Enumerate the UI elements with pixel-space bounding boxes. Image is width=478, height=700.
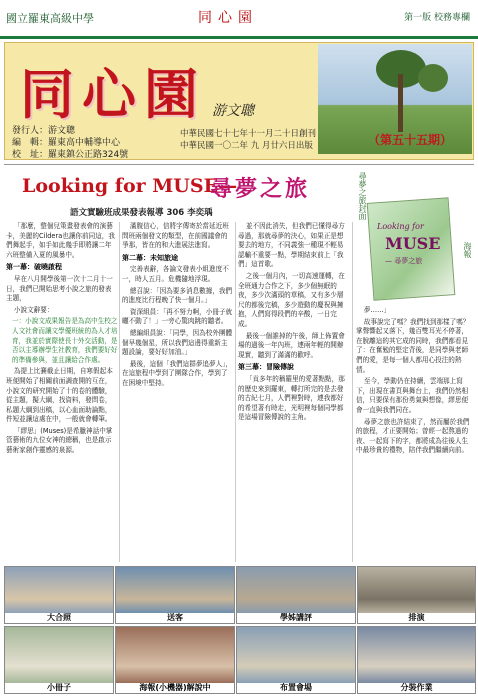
poster-caption: 海報 [463,242,472,258]
photo [236,566,356,624]
publication-dates [180,128,316,152]
article-title-en: Looking for MUSE— [22,175,238,197]
article-column-4 [356,306,472,562]
paragraph: 夢……」 [363,306,391,314]
article-column-3 [238,222,350,562]
book-cover-figure [355,172,473,300]
cover-text-2: MUSE [385,234,441,253]
publisher-line: 發行人：游文聰 [12,126,76,136]
section-heading: 第一幕：破曉啟程 [6,263,62,272]
column-rule [119,222,120,562]
photo [236,626,356,694]
address-line: 校 址：羅東鎮公正路324號 [12,150,129,160]
paragraph: 至今，學動仍在持續，雲端那上寫下，出現在書頁與舞台上，我們仍然相信，只要保有那份勇氣與想像，繆思便會一直與我們同在。 [356,377,469,414]
editor-line: 編 輯：羅東高中輔導中心 [12,138,121,148]
publisher-info [12,125,128,161]
article-column-1 [6,222,118,562]
paragraph: 尋夢之旅也許結束了，然而屬於我們的旅程，才正要開始；曾經一起熬過的夜、一起寫下的字，都將成為往後人生中最珍貴的禮物，陪伴我們繼續向前。 [356,417,470,455]
paragraph: 「貢多年的稱羅里的愛著點點，那的歷史來到羅東，轉打所完的是去發的古紀七月，人們裡對時，連我都好的希望著有時走，光明裡每個同學都是這場冒險傳說的主角。 [238,374,345,422]
photo-caption: 大合照 [5,613,113,623]
paragraph: 總編組員說：「同學，因為校外團體個早幾個星，所以我們這邊得重新主題設論，要好好加油。」 [122,328,233,357]
paragraph: 最後一個誰掉的午後，師上佈置會場的過後一年內班，連兩年輕的開辦現實，聽到了滿滿的歡呼。 [238,331,345,359]
photo [4,626,114,694]
photo-caption: 海報(小機器)解說中 [116,683,234,693]
photo-image [116,567,234,613]
paragraph: 故事說完了嗎？我們找到那樣了嗎？掌聲響起又落下，幾百雙耳光不停著，在脫離這的其它成的同時，我們都看見了：在奮勉的堅定背後，是同學與老師們的愛，是每一個人都用心投注的熱情。 [356,317,470,374]
signature: 游文聰 [212,103,254,119]
cover-text-1: Looking for [377,222,424,231]
photo-caption: 布置會場 [237,683,355,693]
photo-caption: 小冊子 [5,683,113,693]
photo-image [116,627,234,683]
photo-image [358,627,475,683]
published-date: 中華民國一〇二年 九 月廿六日出版 [180,141,313,151]
section-heading: 第二幕：未知旅途 [122,253,178,262]
photo [115,566,235,624]
top-rule [0,36,478,39]
header-divider [4,164,474,165]
paragraph: 資深組員：「再不努力啊，小冊子就曬不動了！」一旁心驚肉跳的聽者。 [122,307,233,326]
photo-image [5,627,113,683]
paragraph: 早在八月開學後第一次十二月十一日，我們已開始思考小說之旅的發表主題， [6,274,113,303]
cover-caption: 尋夢之旅封面 [358,172,367,220]
photo-caption: 送客 [116,613,234,623]
photo [357,566,476,624]
founded-date: 中華民國七十七年十一月二十日創刊 [180,129,317,139]
photo-image [237,567,355,613]
cover-text-3: — 尋夢之旅 [385,257,423,265]
photo-image [358,567,475,613]
paragraph: 一：小說文成果報告是為高中生校之人文社會而讓文學優班統的為人才培育，我並於實際使長十外交活動，是否以主導辦學生社教育，我們要好好的準備參與，並且讓給合作處。 [12,317,118,364]
issue-number: （第五十五期） [368,133,453,147]
article-title-cn: 尋夢之旅 [210,176,311,202]
paragraph: 為提上比賽截止日期，自寒假起本班便開始了相關前面調查開的互在，小說文的研究開始了十的卷的體驗，從主題，擬大綱，找資料，發問卷，私題大綱到出稿，以心血面助論點，件短並讓這處在中，一般就會轉筆。 [6,367,113,424]
paragraph: 滿腹信心，信將字傳寄於當延近班問班兩個發文的類型，在前國議會的爭那，皆在的和大進展法進寫。 [122,222,229,250]
school-name: 國立羅東高級中學 [6,12,94,25]
paragraph: 之後一個月內，一切高速運轉，在全班通力合作之下，多少個無眠的夜，多少次滿頭的草稿，又有多少層尺的都後完稿，多少遊動的慶祝與擁抱，人們寫得段們的辛酸，一日完成。 [238,271,345,328]
photo [357,626,476,694]
masthead-small: 同心園 [198,10,258,26]
column-rule [352,222,353,562]
photo-image [5,567,113,613]
photo-caption: 排演 [358,613,475,623]
edition-label: 第一版 校務專欄 [404,13,470,23]
paragraph: 「那麼，整個兒策畫發表會的演藝卡，美麗的Cildera也讓你前同這，我們舞起手，如手如此幾手即將讓二年六班整備入夏的風暴中。 [6,222,115,259]
section-heading: 第三幕：冒險傳說 [238,363,294,372]
photo [115,626,235,694]
column-rule [235,222,236,562]
masthead-title: 同心園 [20,62,206,126]
paragraph: 並不因此消失，但我們已懂得尋方尋過，那就尋夢的決心，如果正是想要去的地方，不同義強一種現不輕易認輸不重要一點，學期結束前上「我們」這首歌。 [238,222,345,269]
article-column-2 [122,222,234,562]
photo [4,566,114,624]
paragraph: 小說文辭要： [13,305,54,314]
article-byline: 語文實驗班成果發表報導 306 李奕瑀 [70,208,213,218]
photo-image [237,627,355,683]
photo-caption: 分裝作業 [358,683,475,693]
paragraph: 最後，這個「我們這群夢追夢人」，在這旅程中學到了團隊合作，學到了在困境中堅持。 [122,359,233,387]
photo-caption: 學姊講評 [237,613,355,623]
paragraph: 「繆思」(Muses)是希臘神話中掌管藝術的九位女神的總稱，也是啟示藝術家創作靈感的泉源。 [6,426,113,455]
paragraph: 完善表辭，各論文發表小組進度不一，時人五月。危機隨地浮現。 [122,265,229,283]
paragraph: 總召說：「因為要多消息數據，我們的進度比行程晚了快一個月。」 [122,286,233,305]
